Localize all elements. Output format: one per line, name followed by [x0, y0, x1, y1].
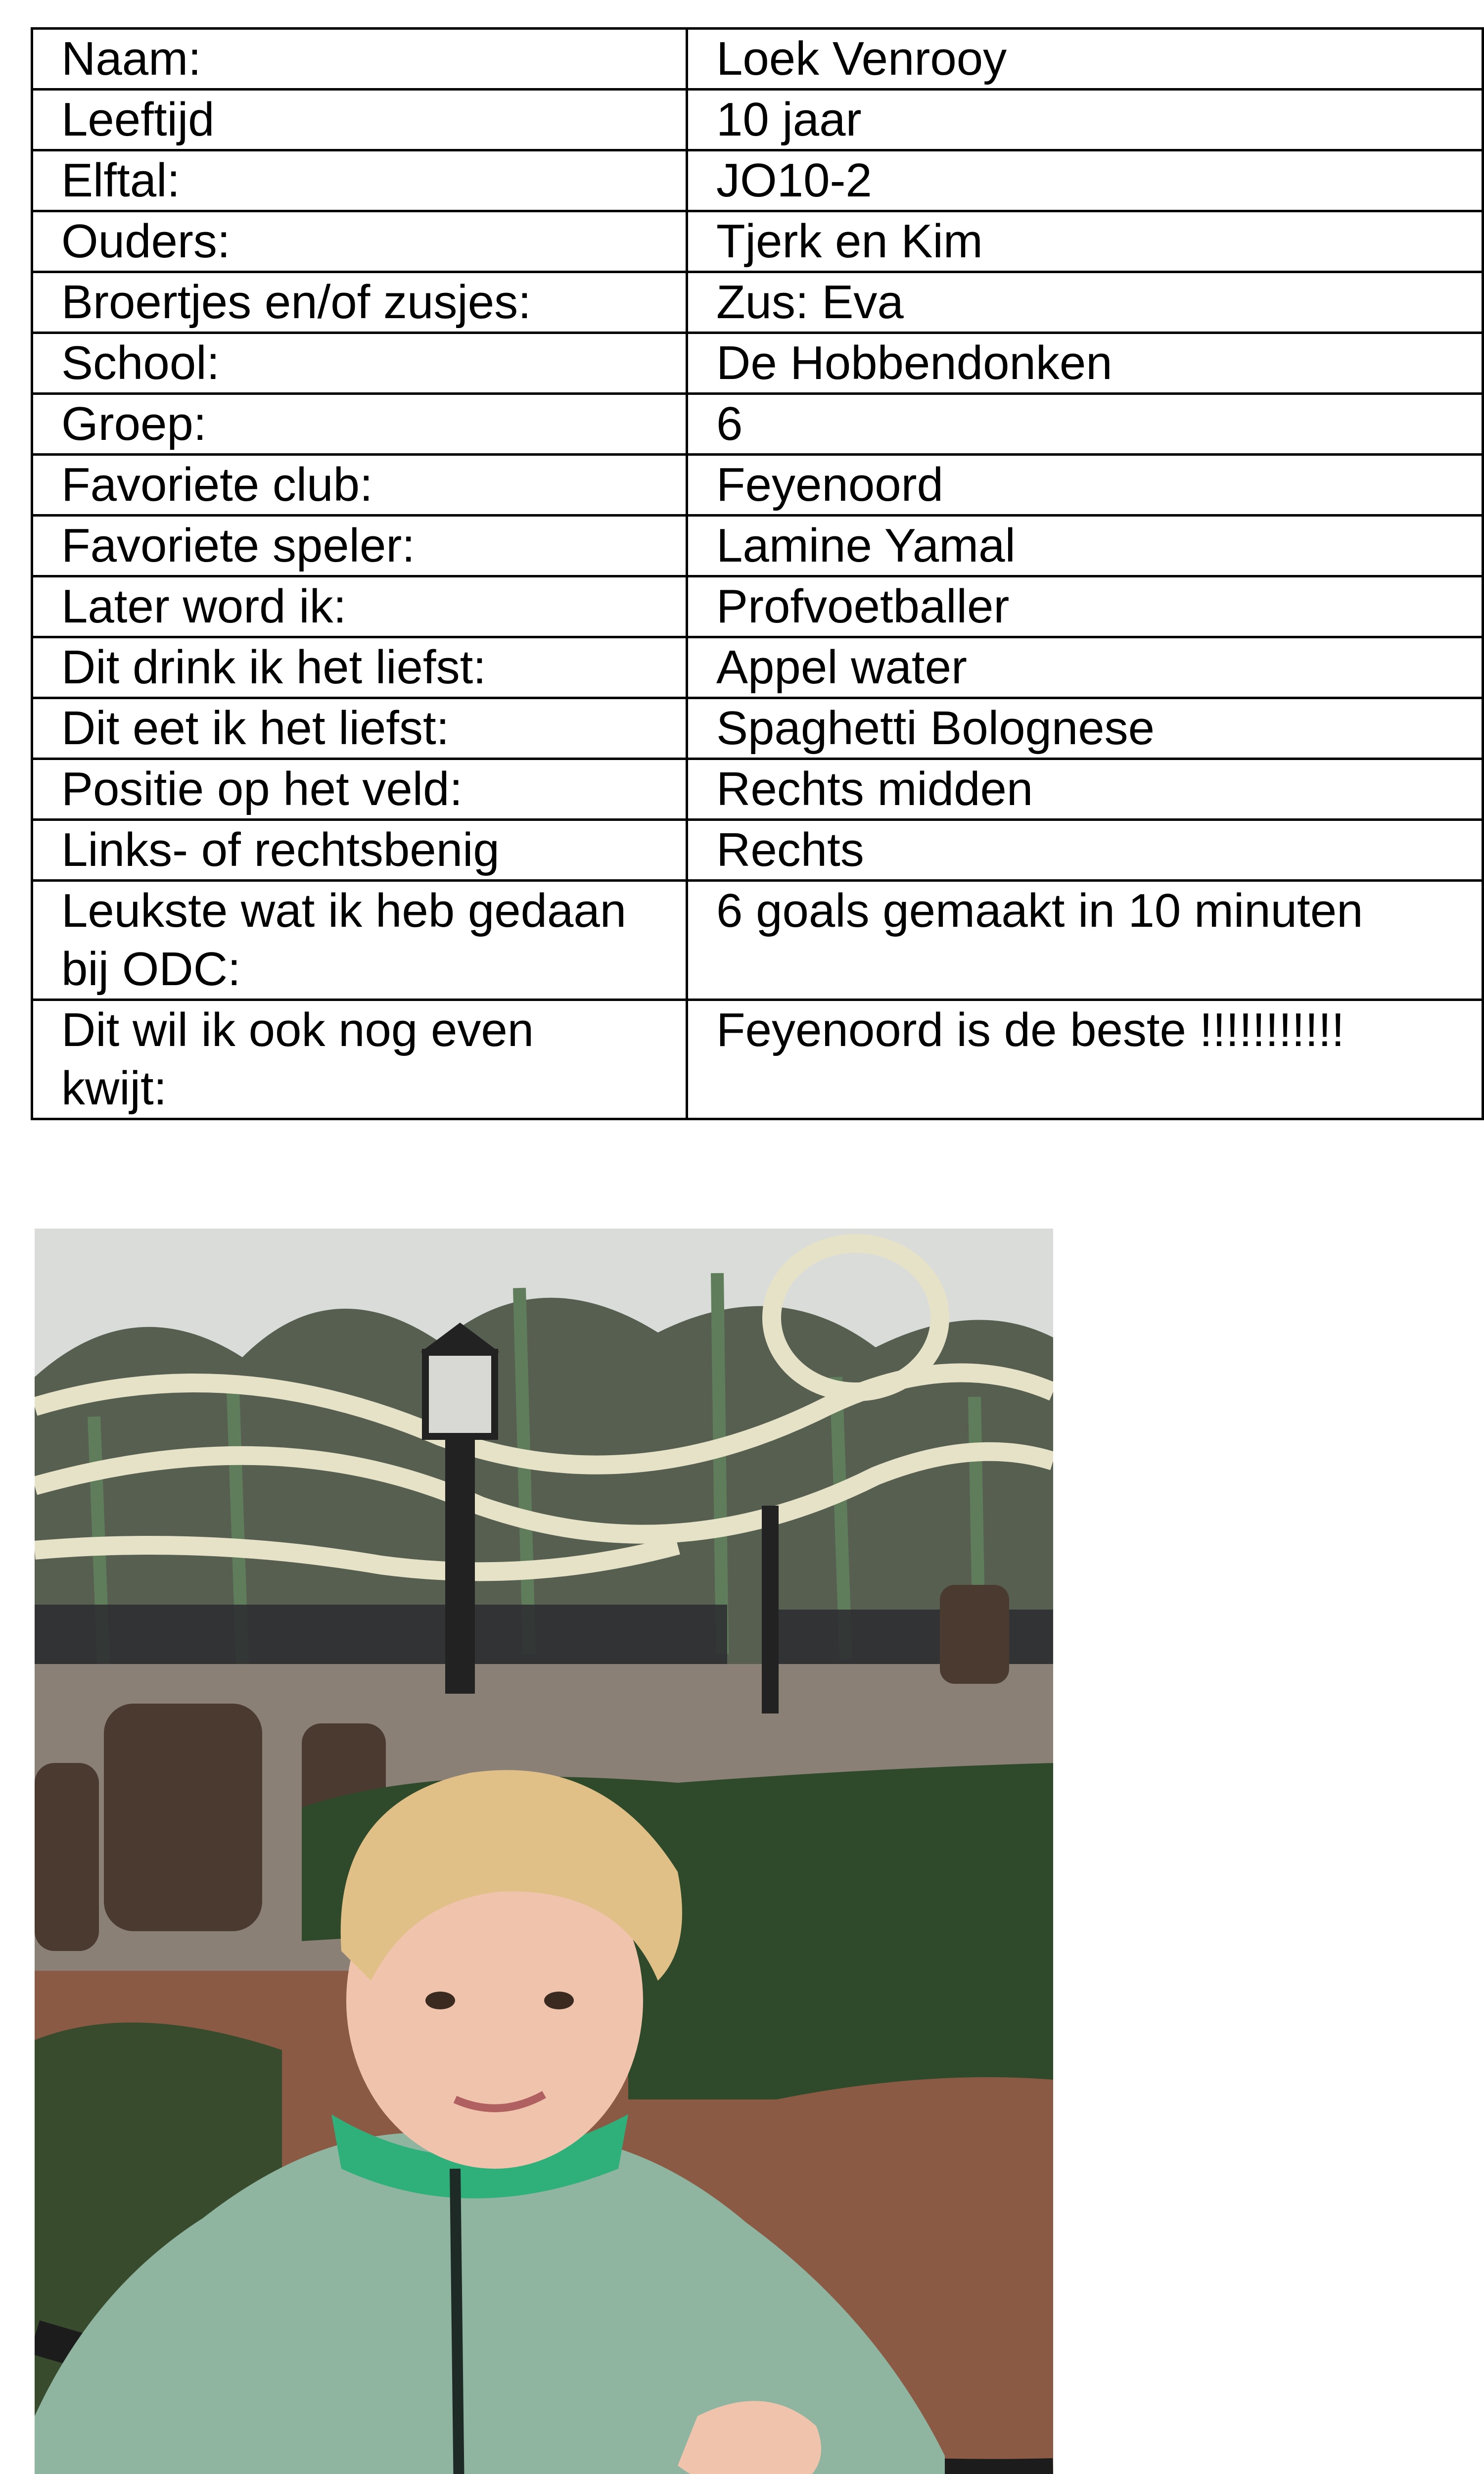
player-photo-illustration	[35, 1229, 1053, 2474]
row-value: De Hobbendonken	[687, 333, 1483, 394]
row-value: Rechts	[687, 820, 1483, 881]
profile-table	[31, 27, 1484, 1120]
row-value: Tjerk en Kim	[687, 211, 1483, 272]
player-photo	[35, 1229, 1053, 2474]
row-value: Profvoetballer	[687, 576, 1483, 637]
row-label: Favoriete speler:	[32, 516, 687, 576]
profile-row	[32, 516, 1483, 576]
row-value: Zus: Eva	[687, 272, 1483, 333]
profile-row	[32, 820, 1483, 881]
row-label: Dit eet ik het liefst:	[32, 698, 687, 759]
row-label: Dit wil ik ook nog even kwijt:	[32, 1000, 687, 1119]
row-label: Dit drink ik het liefst:	[32, 637, 687, 698]
row-label: Favoriete club:	[32, 455, 687, 516]
profile-row	[32, 698, 1483, 759]
row-value: JO10-2	[687, 150, 1483, 211]
row-value: 10 jaar	[687, 90, 1483, 150]
crowd	[35, 1605, 1053, 1664]
profile-row	[32, 881, 1483, 1000]
row-value: Spaghetti Bolognese	[687, 698, 1483, 759]
row-label: Broertjes en/of zusjes:	[32, 272, 687, 333]
profile-row	[32, 1000, 1483, 1119]
row-label: Leukste wat ik heb gedaan bij ODC:	[32, 881, 687, 1000]
profile-row	[32, 90, 1483, 150]
row-label: Ouders:	[32, 211, 687, 272]
jacket-zipper	[455, 2169, 460, 2474]
row-label: Positie op het veld:	[32, 759, 687, 820]
row-value: Feyenoord	[687, 455, 1483, 516]
profile-row	[32, 272, 1483, 333]
row-label: Links- of rechtsbenig	[32, 820, 687, 881]
profile-row	[32, 211, 1483, 272]
row-label: Later word ik:	[32, 576, 687, 637]
profile-row	[32, 333, 1483, 394]
profile-row	[32, 759, 1483, 820]
row-label: Naam:	[32, 29, 687, 90]
row-label: Elftal:	[32, 150, 687, 211]
profile-row	[32, 394, 1483, 455]
row-label: Groep:	[32, 394, 687, 455]
profile-row	[32, 637, 1483, 698]
row-value: 6	[687, 394, 1483, 455]
profile-row	[32, 150, 1483, 211]
profile-row	[32, 455, 1483, 516]
row-value: Lamine Yamal	[687, 516, 1483, 576]
row-label: School:	[32, 333, 687, 394]
profile-row	[32, 576, 1483, 637]
profile-row	[32, 29, 1483, 90]
row-value: Loek Venrooy	[687, 29, 1483, 90]
row-value: 6 goals gemaakt in 10 minuten	[687, 881, 1483, 1000]
row-value: Rechts midden	[687, 759, 1483, 820]
row-value: Feyenoord is de beste !!!!!!!!!!!	[687, 1000, 1483, 1119]
row-value: Appel water	[687, 637, 1483, 698]
row-label: Leeftijd	[32, 90, 687, 150]
